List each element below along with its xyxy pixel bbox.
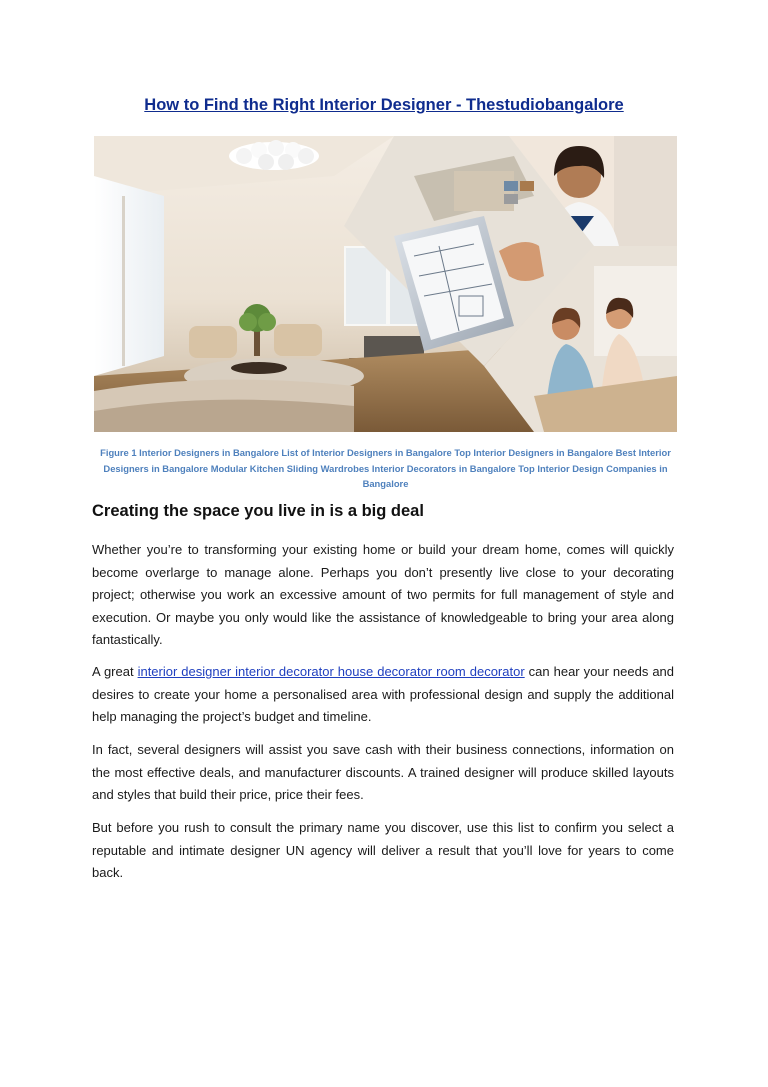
paragraph-1: Whether you’re to transforming your existing home or build your dream home, comes will quickly become overlarge to manage alone. Perhaps you don’t presently live close to your decorating project; otherwise you work an excessive amount of two permits for full management of style and execution. Or maybe you only would like the assistance of knowledgeable to bring your area along fantastically. [92, 542, 674, 648]
paragraph-2-rest: can hear your needs and desires to create your home a personalised area with professional design and supply the additional help managing the project’s budget and timeline. [92, 664, 675, 725]
figure-caption: Figure 1 Interior Designers in Bangalore List of Interior Designers in Bangalore Top Interior Designers in Bangalore Best Interior Designers in Bangalore Modular Kitchen Sliding Wardrobes Interior Decorators in Bangalore Top Interior Design Companies in Bangalore [100, 447, 671, 489]
paragraph-2-intro: A great [92, 664, 138, 679]
section-heading: Creating the space you live in is a big deal [92, 502, 424, 520]
paragraph-2 [92, 661, 674, 729]
interior-design-collage-image [94, 136, 677, 432]
interior-designer-link[interactable]: interior designer interior decorator house decorator room decorator [137, 664, 525, 679]
document-title-link[interactable]: How to Find the Right Interior Designer - Thestudiobangalore [144, 96, 624, 114]
paragraph-3: In fact, several designers will assist you save cash with their business connections, information on the most effective deals, and manufacturer discounts. A trained designer will produce skilled layouts and styles that build their price, price their fees. [92, 742, 674, 803]
paragraph-4: But before you rush to consult the primary name you discover, use this list to confirm you select a reputable and intimate designer UN agency will deliver a result that you’ll love for years to come back. [92, 820, 674, 881]
